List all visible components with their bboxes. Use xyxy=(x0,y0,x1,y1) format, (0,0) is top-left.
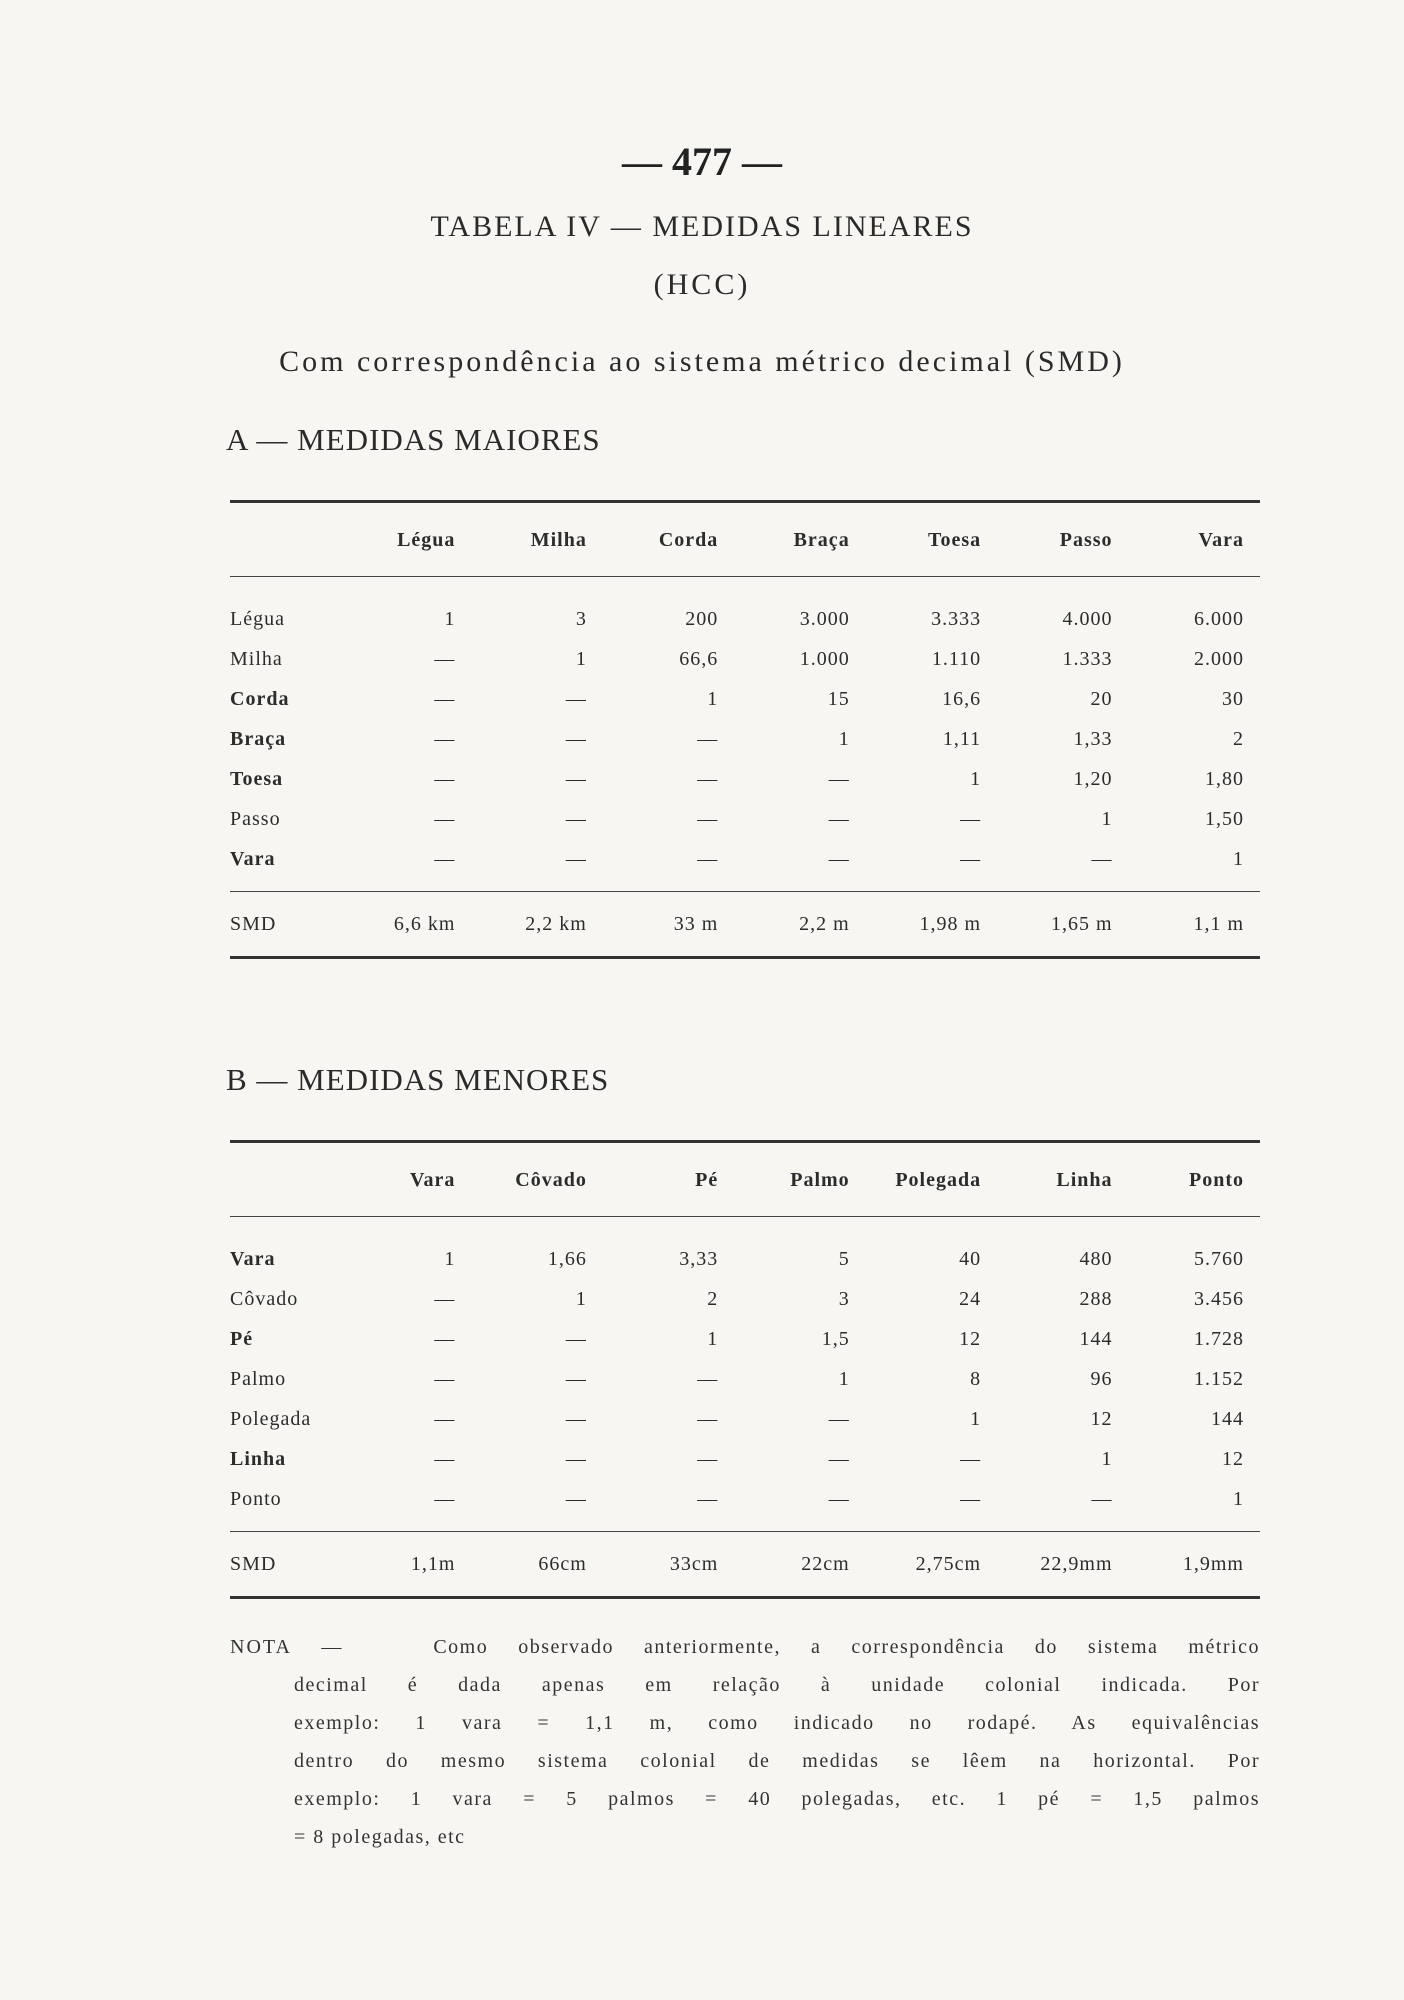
table-cell: 3 xyxy=(838,1287,850,1310)
table-cell: 66,6 xyxy=(679,647,719,670)
table-cell: 4.000 xyxy=(1062,607,1113,630)
note-text: Como observado anteriormente, a correspondência do sistema métrico xyxy=(433,1636,1260,1658)
table-cell: 20 xyxy=(1090,687,1113,710)
row-label: Passo xyxy=(230,807,281,830)
table-row xyxy=(230,639,1260,679)
table-cell: — xyxy=(565,1327,587,1350)
table-cell: 1.110 xyxy=(931,647,982,670)
row-label: Corda xyxy=(230,687,290,710)
corner-cell xyxy=(230,1142,340,1217)
table-cell: — xyxy=(565,727,587,750)
column-header: Ponto xyxy=(1129,1142,1260,1217)
note-line: decimal é dada apenas em relação à unidade colonial indicada. Por xyxy=(294,1674,1260,1696)
table-title: TABELA IV — MEDIDAS LINEARES xyxy=(430,210,974,243)
table-cell: 2,75cm xyxy=(866,1532,997,1598)
table-cell: — xyxy=(565,767,587,790)
table-cell: 1,11 xyxy=(942,727,982,750)
table-subtitle: (HCC) xyxy=(653,268,751,301)
row-label: Pé xyxy=(230,1327,254,1350)
table-cell: 1,80 xyxy=(1205,767,1244,790)
table-cell: — xyxy=(828,807,850,830)
column-header: Vara xyxy=(1129,502,1260,577)
table-cell: 3,33 xyxy=(679,1247,719,1270)
table-cell: 1.728 xyxy=(1194,1327,1244,1350)
table-cell: 3.456 xyxy=(1194,1287,1244,1310)
table-cell: — xyxy=(434,1367,456,1390)
table-cell: — xyxy=(434,1327,456,1350)
table-cell: — xyxy=(565,687,587,710)
table-cell: 24 xyxy=(959,1287,982,1310)
table-cell: 1,20 xyxy=(1073,767,1113,790)
row-label: Braça xyxy=(230,727,287,750)
table-cell: 12 xyxy=(1222,1447,1244,1470)
table-cell: — xyxy=(434,847,456,870)
column-header: Corda xyxy=(603,502,734,577)
smd-row xyxy=(230,1532,1260,1598)
table-cell: 1 xyxy=(707,1327,719,1350)
table-cell: 1.152 xyxy=(1194,1367,1244,1390)
table-cell: 3.000 xyxy=(799,607,850,630)
table-cell: 1,9mm xyxy=(1129,1532,1260,1598)
column-header: Braça xyxy=(734,502,865,577)
row-label: Toesa xyxy=(230,767,284,790)
table-cell: 1,5 xyxy=(821,1327,850,1350)
table-cell: 5.760 xyxy=(1194,1247,1244,1270)
table-cell: 1,98 m xyxy=(866,892,997,958)
table-cell: — xyxy=(697,1487,719,1510)
table-row xyxy=(230,1399,1260,1439)
table-cell: 2.000 xyxy=(1194,647,1244,670)
row-label: Milha xyxy=(230,647,283,670)
table-cell: — xyxy=(565,1487,587,1510)
table-cell: 3 xyxy=(575,607,587,630)
table-cell: — xyxy=(697,847,719,870)
column-header: Toesa xyxy=(866,502,997,577)
table-cell: — xyxy=(434,767,456,790)
table-cell: 1 xyxy=(575,1287,587,1310)
table-cell: — xyxy=(697,807,719,830)
table-header-row xyxy=(230,1142,1260,1217)
table-row xyxy=(230,719,1260,759)
table-cell: — xyxy=(565,847,587,870)
table-cell: — xyxy=(565,807,587,830)
table-cell: — xyxy=(565,1447,587,1470)
table-cell: — xyxy=(1091,847,1113,870)
table-cell: 1 xyxy=(1233,847,1244,870)
row-label: Vara xyxy=(230,1247,276,1270)
smd-row xyxy=(230,892,1260,958)
table-cell: — xyxy=(697,727,719,750)
row-label: Légua xyxy=(230,607,285,630)
table-cell: 1 xyxy=(970,767,982,790)
corner-cell xyxy=(230,502,340,577)
table-cell: 22,9mm xyxy=(997,1532,1128,1598)
table-cell: 1.000 xyxy=(799,647,850,670)
section-a-heading: A — MEDIDAS MAIORES xyxy=(226,422,601,457)
table-cell: — xyxy=(434,1407,456,1430)
table-cell: 22cm xyxy=(734,1532,865,1598)
table-cell: 1,65 m xyxy=(997,892,1128,958)
table-row xyxy=(230,799,1260,839)
table-cell: 40 xyxy=(959,1247,982,1270)
table-cell: 96 xyxy=(1090,1367,1113,1390)
table-cell: 1 xyxy=(1233,1487,1244,1510)
table-cell: 2 xyxy=(1233,727,1244,750)
column-header: Pé xyxy=(603,1142,734,1217)
table-row xyxy=(230,759,1260,799)
row-label: SMD xyxy=(230,1532,340,1598)
correspondence-caption: Com correspondência ao sistema métrico decimal (SMD) xyxy=(279,345,1125,378)
table-cell: 2 xyxy=(707,1287,719,1310)
table-cell: — xyxy=(960,1487,982,1510)
table-cell: 200 xyxy=(685,607,719,630)
table-cell: 33cm xyxy=(603,1532,734,1598)
table-cell: 1 xyxy=(970,1407,982,1430)
table-row xyxy=(230,839,1260,892)
table-row xyxy=(230,1279,1260,1319)
table-cell: 1 xyxy=(707,687,719,710)
table-cell: — xyxy=(960,847,982,870)
column-header: Légua xyxy=(340,502,471,577)
table-cell: 288 xyxy=(1079,1287,1113,1310)
table-cell: — xyxy=(565,1407,587,1430)
table-cell: — xyxy=(434,1447,456,1470)
smaller-measures-table xyxy=(230,1140,1260,1599)
table-row xyxy=(230,1359,1260,1399)
table-cell: — xyxy=(434,807,456,830)
table-cell: 5 xyxy=(838,1247,850,1270)
column-header: Passo xyxy=(997,502,1128,577)
column-header: Polegada xyxy=(866,1142,997,1217)
note-line: exemplo: 1 vara = 1,1 m, como indicado no rodapé. As equivalências xyxy=(294,1712,1260,1734)
note-label: NOTA — xyxy=(230,1636,344,1658)
table-cell: 1 xyxy=(444,607,456,630)
table-header-row xyxy=(230,502,1260,577)
table-cell: 2,2 km xyxy=(471,892,602,958)
column-header: Côvado xyxy=(471,1142,602,1217)
table-cell: 12 xyxy=(1090,1407,1113,1430)
table-cell: 6,6 km xyxy=(340,892,471,958)
table-cell: 66cm xyxy=(471,1532,602,1598)
table-cell: 144 xyxy=(1211,1407,1244,1430)
row-label: Polegada xyxy=(230,1407,312,1430)
table-cell: 15 xyxy=(827,687,850,710)
table-cell: — xyxy=(960,1447,982,1470)
column-header: Milha xyxy=(471,502,602,577)
note-line: = 8 polegadas, etc xyxy=(294,1826,466,1848)
table-cell: — xyxy=(434,1287,456,1310)
row-label: Ponto xyxy=(230,1487,282,1510)
column-header: Palmo xyxy=(734,1142,865,1217)
table-cell: 1 xyxy=(444,1247,456,1270)
page-number: — 477 — xyxy=(622,139,782,184)
table-row xyxy=(230,1439,1260,1479)
table-cell: — xyxy=(828,1407,850,1430)
table-cell: 1 xyxy=(1101,807,1113,830)
table-cell: 480 xyxy=(1079,1247,1113,1270)
table-cell: — xyxy=(434,647,456,670)
table-cell: 1,1m xyxy=(340,1532,471,1598)
table-cell: — xyxy=(434,687,456,710)
table-row xyxy=(230,1479,1260,1532)
table-row xyxy=(230,679,1260,719)
table-cell: — xyxy=(828,1447,850,1470)
table-cell: 1,33 xyxy=(1073,727,1113,750)
table-cell: 1.333 xyxy=(1062,647,1113,670)
table-cell: — xyxy=(434,1487,456,1510)
row-label: Vara xyxy=(230,847,276,870)
table-cell: 1 xyxy=(838,727,850,750)
table-cell: 33 m xyxy=(603,892,734,958)
table-cell: — xyxy=(828,767,850,790)
table-row xyxy=(230,577,1260,640)
note-line: dentro do mesmo sistema colonial de medidas se lêem na horizontal. Por xyxy=(294,1750,1260,1772)
table-cell: 6.000 xyxy=(1194,607,1244,630)
table-cell: — xyxy=(828,1487,850,1510)
table-cell: 1 xyxy=(838,1367,850,1390)
table-cell: 1,50 xyxy=(1205,807,1244,830)
table-cell: 16,6 xyxy=(942,687,982,710)
row-label: SMD xyxy=(230,892,340,958)
note-line xyxy=(230,1628,1260,1666)
section-b-heading: B — MEDIDAS MENORES xyxy=(226,1062,610,1097)
table-cell: 1 xyxy=(1101,1447,1113,1470)
table-cell: 8 xyxy=(970,1367,982,1390)
row-label: Palmo xyxy=(230,1367,287,1390)
table-cell: 30 xyxy=(1222,687,1244,710)
table-row xyxy=(230,1319,1260,1359)
row-label: Linha xyxy=(230,1447,287,1470)
column-header: Vara xyxy=(340,1142,471,1217)
table-cell: — xyxy=(565,1367,587,1390)
table-cell: — xyxy=(697,1367,719,1390)
table-cell: — xyxy=(697,767,719,790)
table-cell: — xyxy=(960,807,982,830)
row-label: Côvado xyxy=(230,1287,299,1310)
table-cell: — xyxy=(828,847,850,870)
table-cell: 1 xyxy=(575,647,587,670)
table-cell: 3.333 xyxy=(931,607,982,630)
table-cell: — xyxy=(697,1447,719,1470)
table-cell: 144 xyxy=(1079,1327,1113,1350)
note-line: exemplo: 1 vara = 5 palmos = 40 polegadas, etc. 1 pé = 1,5 palmos xyxy=(294,1788,1260,1810)
table-cell: 1,1 m xyxy=(1129,892,1260,958)
table-cell: — xyxy=(1091,1487,1113,1510)
column-header: Linha xyxy=(997,1142,1128,1217)
table-cell: — xyxy=(697,1407,719,1430)
table-cell: 12 xyxy=(959,1327,982,1350)
note-paragraph xyxy=(230,1628,1260,1856)
table-cell: 2,2 m xyxy=(734,892,865,958)
table-cell: 1,66 xyxy=(547,1247,587,1270)
table-cell: — xyxy=(434,727,456,750)
larger-measures-table xyxy=(230,500,1260,959)
table-row xyxy=(230,1217,1260,1280)
